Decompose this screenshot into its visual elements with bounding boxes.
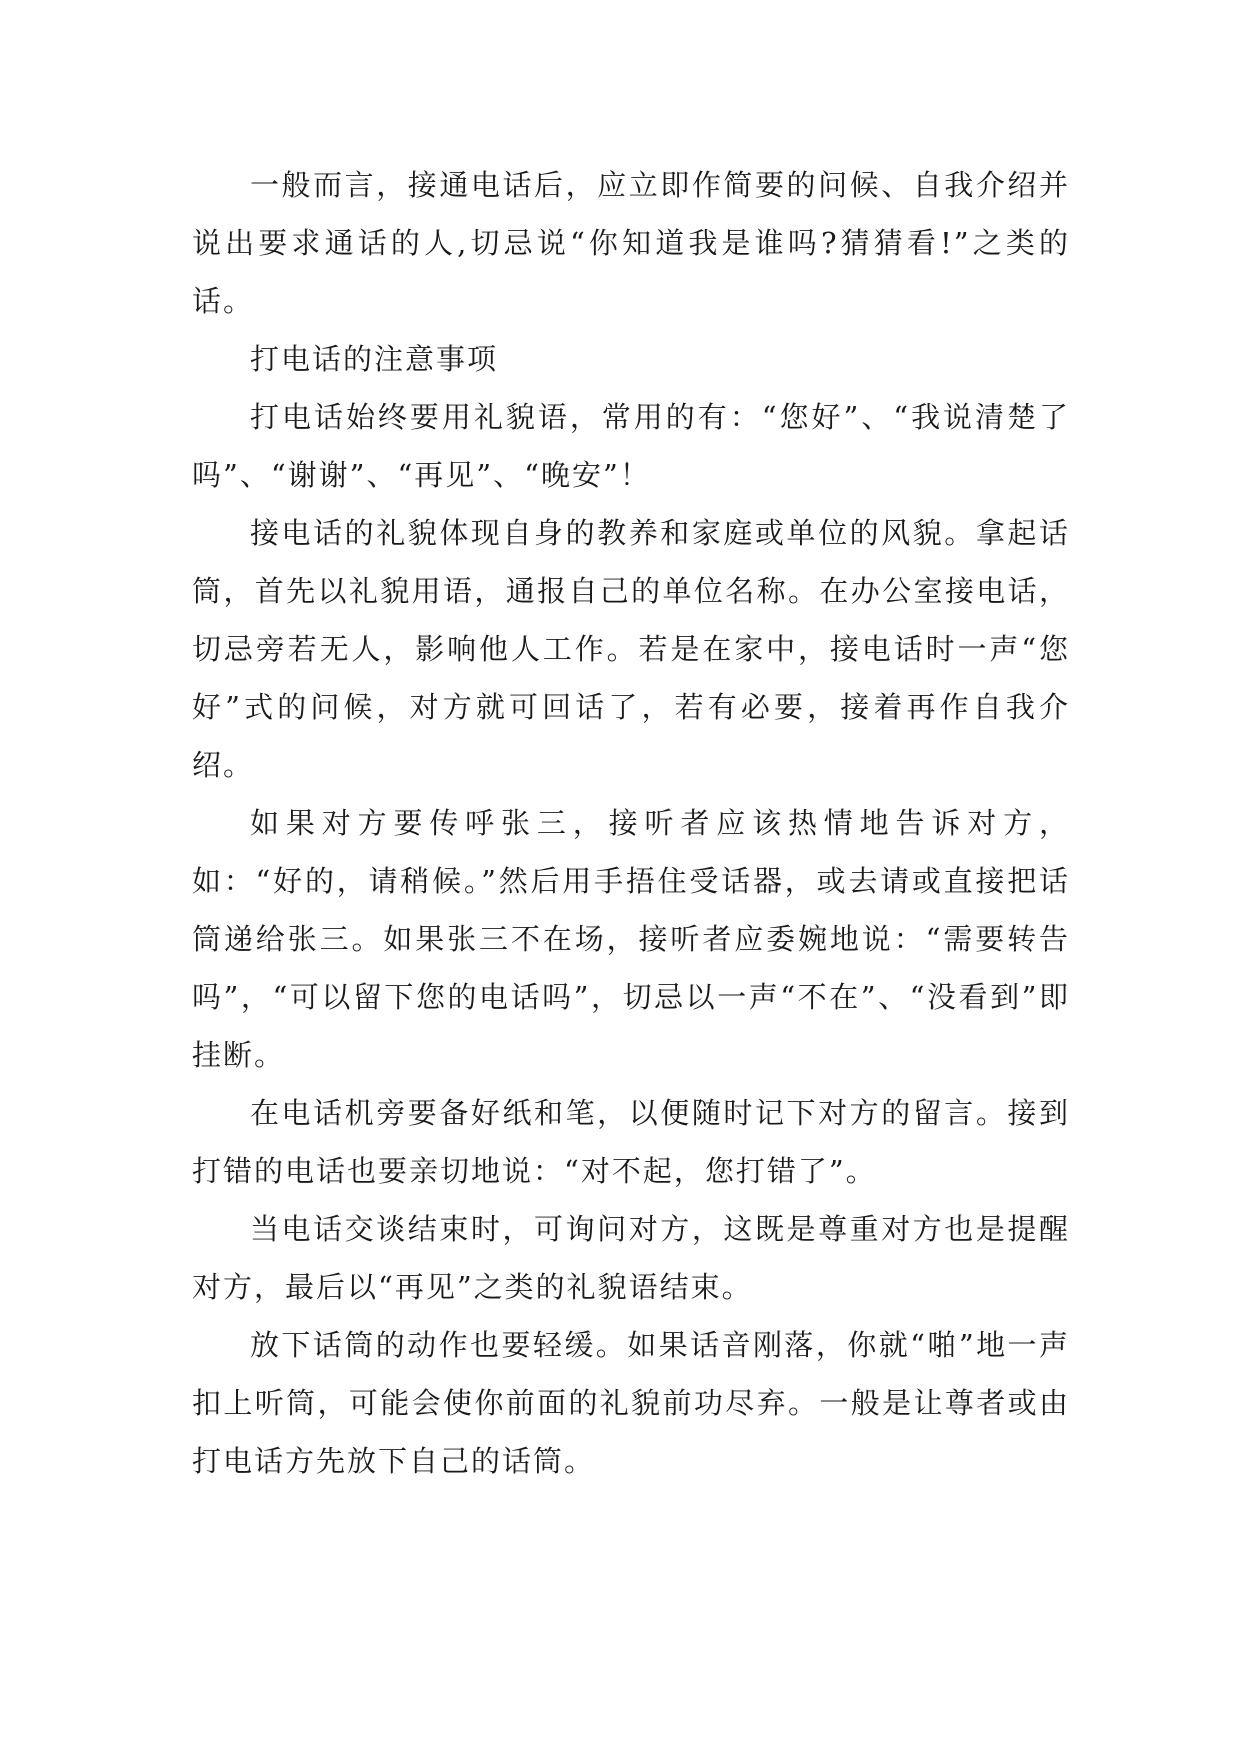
paragraph-pen-paper: 在电话机旁要备好纸和笔，以便随时记下对方的留言。接到打错的电话也要亲切地说：“对不起，您打错了”。	[192, 1096, 1070, 1188]
document-body	[192, 156, 1070, 1490]
paragraph-intro: 一般而言，接通电话后，应立即作简要的问候、自我介绍并说出要求通话的人,切忌说“你知道我是谁吗?猜猜看!”之类的话。	[192, 168, 1070, 318]
paragraph-transfer-call: 如果对方要传呼张三，接听者应该热情地告诉对方，如：“好的，请稍候。”然后用手捂住受话器，或去请或直接把话筒递给张三。如果张三不在场，接听者应委婉地说：“需要转告吗”，“可以留下您的电话吗”，切忌以一声“不在”、“没看到”即挂断。	[192, 806, 1070, 1072]
section-heading: 打电话的注意事项	[250, 342, 499, 376]
paragraph-ending-call: 当电话交谈结束时，可询问对方，这既是尊重对方也是提醒对方，最后以“再见”之类的礼貌语结束。	[192, 1212, 1070, 1304]
paragraph-hang-up: 放下话筒的动作也要轻缓。如果话音刚落，你就“啪”地一声扣上听筒，可能会使你前面的礼貌前功尽弃。一般是让尊者或由打电话方先放下自己的话筒。	[192, 1328, 1070, 1478]
paragraph-answering: 接电话的礼貌体现自身的教养和家庭或单位的风貌。拿起话筒，首先以礼貌用语，通报自己的单位名称。在办公室接电话，切忌旁若无人，影响他人工作。若是在家中，接电话时一声“您好”式的问候，对方就可回话了，若有必要，接着再作自我介绍。	[192, 516, 1070, 782]
paragraph-polite-language: 打电话始终要用礼貌语，常用的有：“您好”、“我说清楚了吗”、“谢谢”、“再见”、“晚安”！	[192, 400, 1070, 492]
